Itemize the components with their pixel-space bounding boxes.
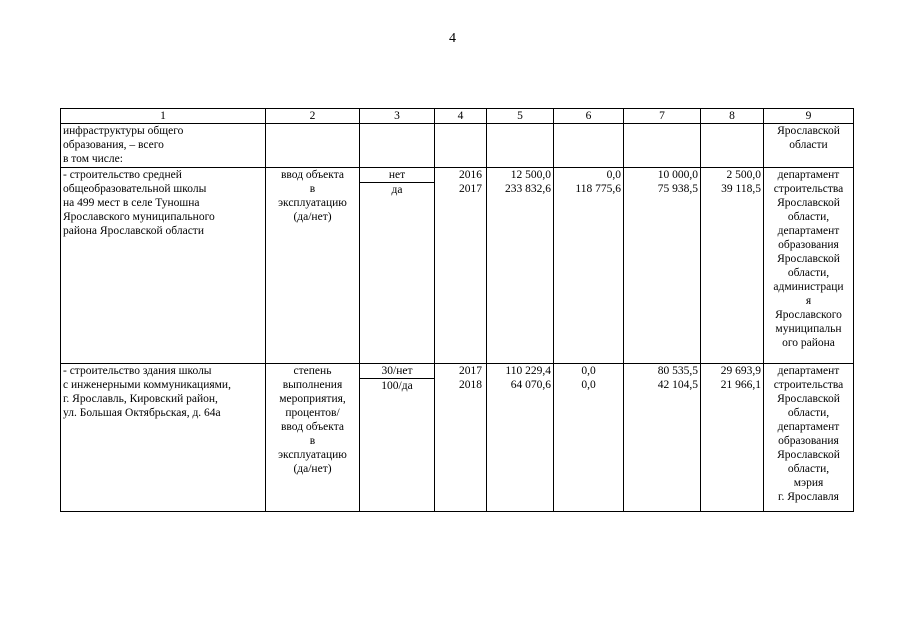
header-cell: 1	[61, 109, 266, 124]
header-cell: 2	[266, 109, 360, 124]
regional: 10 000,0 75 938,5	[624, 168, 701, 364]
header-cell: 5	[487, 109, 554, 124]
header-cell: 6	[554, 109, 624, 124]
program-table	[60, 108, 854, 512]
target-value: нет да	[360, 168, 435, 364]
indicator: степень выполнения мероприятия, процентов/ ввод объекта в эксплуатацию (да/нет)	[266, 364, 360, 512]
table-row	[61, 364, 854, 512]
year: 2016 2017	[435, 168, 487, 364]
empty-cell	[435, 124, 487, 168]
measure-name: инфраструктуры общего образования, – всего в том числе:	[61, 124, 266, 168]
header-cell: 3	[360, 109, 435, 124]
page-number: 4	[449, 31, 456, 46]
executor: Ярославской области	[764, 124, 854, 168]
header-cell: 9	[764, 109, 854, 124]
total: 110 229,4 64 070,6	[487, 364, 554, 512]
local: 2 500,0 39 118,5	[701, 168, 764, 364]
federal: 0,0 118 775,6	[554, 168, 624, 364]
header-cell: 7	[624, 109, 701, 124]
federal: 0,0 0,0	[554, 364, 624, 512]
header-row	[61, 109, 854, 124]
target-value: 30/нет 100/да	[360, 364, 435, 512]
header-cell: 4	[435, 109, 487, 124]
executor: департамент строительства Ярославской области, департамент образования Ярославской области, администраци я Ярославского муниципальн ого района	[764, 168, 854, 364]
empty-cell	[360, 124, 435, 168]
empty-cell	[624, 124, 701, 168]
total: 12 500,0 233 832,6	[487, 168, 554, 364]
year: 2017 2018	[435, 364, 487, 512]
empty-cell	[487, 124, 554, 168]
table-row	[61, 168, 854, 364]
measure-name: - строительство здания школы с инженерными коммуникациями, г. Ярославль, Кировский район, ул. Большая Октябрьская, д. 64а	[61, 364, 266, 512]
local: 29 693,9 21 966,1	[701, 364, 764, 512]
indicator: ввод объекта в эксплуатацию (да/нет)	[266, 168, 360, 364]
table-row	[61, 124, 854, 168]
regional: 80 535,5 42 104,5	[624, 364, 701, 512]
header-cell: 8	[701, 109, 764, 124]
empty-cell	[701, 124, 764, 168]
measure-name: - строительство средней общеобразовательной школы на 499 мест в селе Туношна Ярославского муниципального района Ярославской области	[61, 168, 266, 364]
empty-cell	[554, 124, 624, 168]
empty-cell	[266, 124, 360, 168]
executor: департамент строительства Ярославской области, департамент образования Ярославской области, мэрия г. Ярославля	[764, 364, 854, 512]
